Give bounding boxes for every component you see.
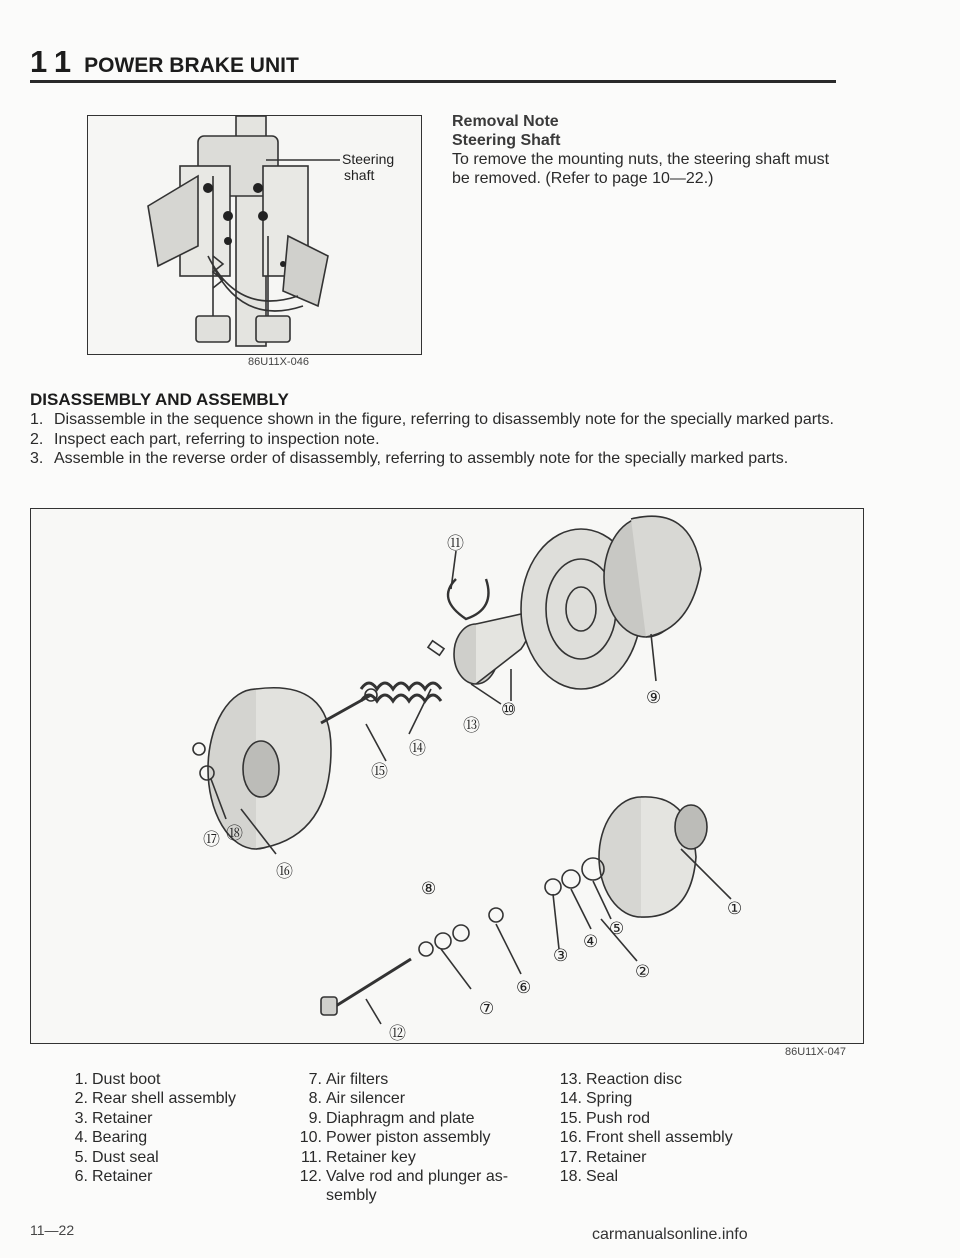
callout-1: ① — [727, 899, 743, 918]
callout-6: ⑥ — [516, 978, 532, 997]
part-number: 2. — [74, 1090, 88, 1108]
removal-note-heading: Removal Note — [452, 113, 559, 130]
callout-9: ⑨ — [646, 688, 662, 707]
part-number: 10. — [299, 1129, 322, 1147]
watermark-text: carmanualsonline.info — [592, 1226, 748, 1243]
list-item — [298, 1089, 568, 1108]
part-number: 17. — [559, 1148, 582, 1166]
steering-shaft-label-line2: shaft — [344, 167, 375, 183]
pedal-assembly-illustration — [88, 116, 421, 354]
callout-2: ② — [635, 962, 651, 981]
list-item — [558, 1070, 798, 1089]
procedure-step — [30, 430, 840, 450]
part-name: Retainer key — [326, 1148, 416, 1166]
parts-list-col3 — [558, 1070, 798, 1186]
part-name: Air silencer — [326, 1090, 406, 1108]
list-item — [298, 1109, 568, 1128]
step-number: 3. — [30, 450, 44, 467]
step-number: 1. — [30, 411, 44, 428]
procedure-step — [30, 410, 840, 430]
part-number: 7. — [308, 1071, 322, 1088]
callout-8: ⑧ — [421, 879, 437, 898]
list-item — [298, 1128, 568, 1147]
header-rule — [30, 80, 836, 83]
section-title: DISASSEMBLY AND ASSEMBLY — [30, 390, 289, 409]
callout-12: ⑫ — [389, 1024, 406, 1043]
callout-16: ⑯ — [276, 862, 293, 881]
part-number: 1. — [74, 1071, 88, 1088]
list-item — [558, 1128, 798, 1147]
part-number: 18. — [559, 1168, 582, 1186]
list-item — [64, 1128, 294, 1147]
removal-note-subheading: Steering Shaft — [452, 132, 561, 149]
part-number: 13. — [559, 1071, 582, 1088]
step-text: Disassemble in the sequence shown in the figure, referring to disassembly note for the specially marked parts. — [54, 411, 834, 428]
part-name: Dust boot — [92, 1071, 161, 1088]
steering-shaft-label-line1: Steering — [342, 151, 395, 167]
part-number: 3. — [74, 1109, 88, 1127]
callout-3: ③ — [553, 946, 569, 965]
callout-11: ⑪ — [447, 534, 464, 553]
part-name: Air filters — [326, 1071, 389, 1088]
callout-10: ⑩ — [501, 700, 517, 719]
steering-shaft-figure — [87, 115, 422, 355]
list-item — [64, 1070, 294, 1089]
list-item — [298, 1070, 568, 1089]
exploded-view-illustration — [31, 509, 863, 1043]
procedure-steps — [30, 410, 840, 469]
page-number: 11—22 — [30, 1222, 75, 1238]
part-number: 12. — [299, 1168, 322, 1186]
part-number: 4. — [74, 1129, 88, 1147]
list-item — [558, 1109, 798, 1128]
list-item — [298, 1167, 558, 1206]
part-name: Diaphragm and plate — [326, 1109, 475, 1127]
figure2-code: 86U11X-047 — [785, 1046, 846, 1058]
callout-5: ⑤ — [609, 919, 625, 938]
callout-13: ⑬ — [463, 716, 480, 735]
part-name: Push rod — [586, 1109, 651, 1127]
part-name: Power piston assembly — [326, 1129, 491, 1147]
list-item — [558, 1089, 798, 1108]
list-item — [558, 1148, 798, 1167]
callout-14: ⑭ — [409, 739, 426, 758]
part-name: Bearing — [92, 1129, 148, 1147]
callout-7: ⑦ — [479, 999, 495, 1018]
part-name: Reaction disc — [586, 1071, 683, 1088]
part-name: Valve rod and plunger as- sembly — [326, 1168, 509, 1205]
step-text: Inspect each part, referring to inspection note. — [54, 430, 380, 448]
procedure-step — [30, 449, 840, 469]
part-name: Front shell assembly — [586, 1129, 733, 1147]
part-name: Dust seal — [92, 1148, 159, 1166]
part-number: 16. — [559, 1129, 582, 1147]
part-number: 9. — [308, 1109, 322, 1127]
exploded-view-figure — [30, 508, 864, 1044]
part-number: 6. — [74, 1168, 88, 1186]
part-name: Rear shell assembly — [92, 1090, 237, 1108]
callout-17: ⑰ — [203, 830, 220, 849]
list-item — [64, 1148, 294, 1167]
list-item — [64, 1109, 294, 1128]
callout-15: ⑮ — [371, 762, 388, 781]
chapter-title: POWER BRAKE UNIT — [84, 54, 299, 77]
part-number: 11. — [300, 1148, 322, 1166]
part-number: 14. — [559, 1090, 582, 1108]
step-number: 2. — [30, 430, 44, 448]
part-number: 5. — [74, 1148, 88, 1166]
list-item — [64, 1167, 294, 1186]
part-number: 8. — [308, 1090, 322, 1108]
parts-list-col1 — [64, 1070, 294, 1186]
list-item — [64, 1089, 294, 1108]
page-header — [30, 44, 299, 80]
removal-note — [452, 112, 842, 188]
step-text: Assemble in the reverse order of disassembly, referring to assembly note for the specially marked parts. — [54, 450, 789, 467]
callout-4: ④ — [583, 932, 599, 951]
parts-list-col2 — [298, 1070, 568, 1206]
list-item — [558, 1167, 798, 1186]
part-name: Retainer — [586, 1148, 647, 1166]
removal-note-body: To remove the mounting nuts, the steering shaft must be removed. (Refer to page 10—22.) — [452, 151, 830, 187]
part-name: Spring — [586, 1090, 633, 1108]
part-name: Retainer — [92, 1109, 153, 1127]
part-number: 15. — [559, 1109, 582, 1127]
callout-18: ⑱ — [226, 824, 243, 843]
part-name: Seal — [586, 1168, 619, 1186]
chapter-number: 1 1 — [30, 44, 71, 79]
part-name: Retainer — [92, 1168, 153, 1186]
list-item — [298, 1148, 568, 1167]
figure1-code: 86U11X-046 — [248, 356, 309, 368]
